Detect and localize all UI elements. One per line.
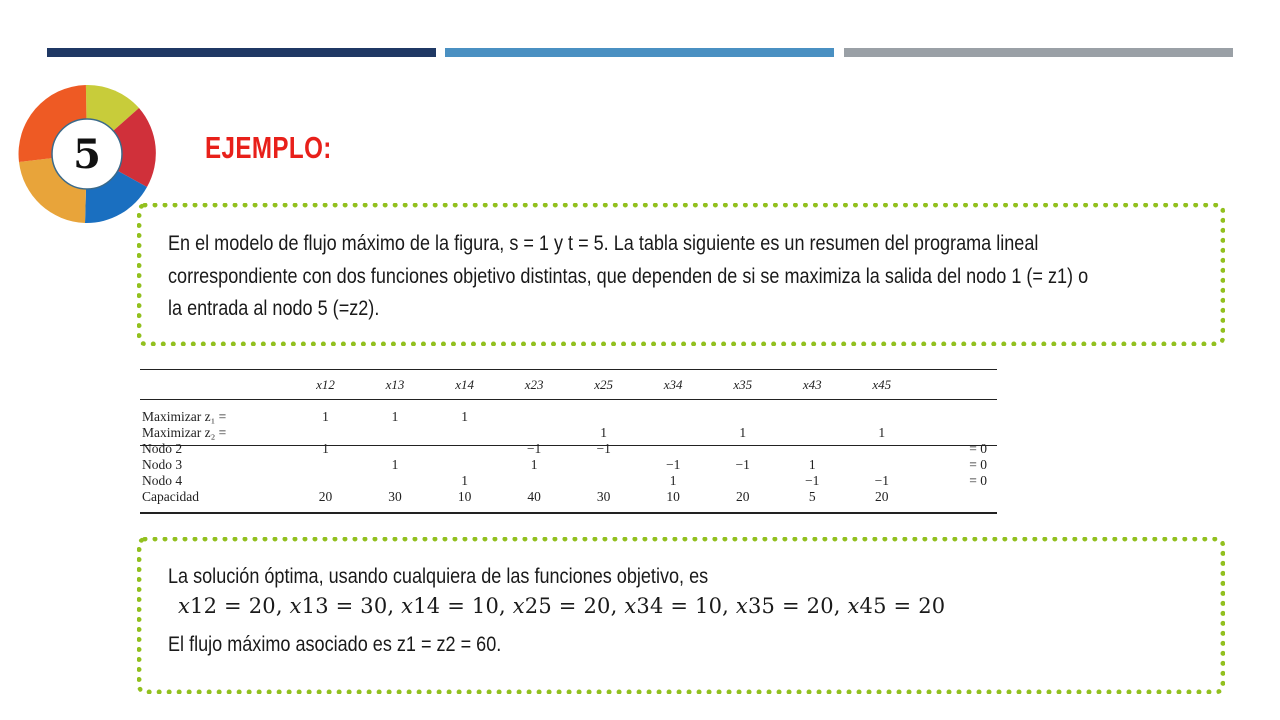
table-cell: 1 (322, 441, 329, 456)
table-cell: 5 (808, 489, 816, 504)
table-cell: −1 (805, 473, 820, 488)
table-cell: 30 (596, 489, 611, 504)
table-cell (360, 441, 430, 457)
table-cell (569, 457, 639, 473)
slide-heading: EJEMPLO: (205, 130, 332, 165)
table-cell: 1 (530, 457, 538, 472)
table-header: x43 (802, 377, 822, 392)
intro-paragraph (168, 228, 1088, 326)
table-cell (777, 441, 847, 457)
row-label: Nodo 2 (142, 441, 183, 456)
table-row (140, 489, 997, 505)
row-label: Maximizar z₂ = (142, 425, 227, 440)
table-cell (499, 409, 569, 425)
intro-line: En el modelo de flujo máximo de la figura, s = 1 y t = 5. La tabla siguiente es un resumen del programa lineal (168, 232, 1039, 255)
table-cell (847, 409, 917, 425)
table-cell (708, 441, 778, 457)
table-cell: −1 (665, 457, 681, 472)
table-cell: 10 (666, 489, 680, 504)
table-cell: 1 (322, 409, 329, 424)
table-cell: 20 (875, 489, 889, 504)
row-label: Maximizar z₁ = (142, 409, 227, 424)
table-cell: 1 (739, 425, 747, 440)
row-rhs: = 0 (969, 441, 987, 456)
row-rhs: = 0 (969, 473, 987, 488)
row-rhs (917, 425, 997, 441)
table-cell (430, 457, 500, 473)
table-cell: −1 (596, 441, 611, 456)
table-cell: −1 (874, 473, 889, 488)
solution-intro: La solución óptima, usando cualquiera de las funciones objetivo, es (168, 565, 709, 588)
row-rhs (917, 409, 997, 425)
table-cell (638, 441, 708, 457)
table-row (140, 425, 997, 441)
table-header: x14 (455, 377, 474, 392)
table-cell: 1 (391, 457, 399, 472)
table-header: x13 (385, 377, 405, 392)
solution-equation: 𝑥12 = 20, 𝑥13 = 30, 𝑥14 = 10, 𝑥25 = 20, 𝑥34 = 10, 𝑥35 = 20, 𝑥45 = 20 (178, 594, 946, 618)
table-header: x12 (316, 377, 335, 392)
intro-line: correspondiente con dos funciones objetivo distintas, que dependen de si se maximiza la salida del nodo 1 (= z1) o (168, 264, 1089, 288)
table-cell: 30 (388, 489, 402, 504)
top-bar-blue (445, 48, 834, 57)
table-header: x25 (594, 377, 614, 392)
table-row (140, 409, 997, 425)
table-cell: 1 (669, 473, 677, 488)
table-cell: 1 (808, 457, 816, 472)
table-header: x34 (663, 377, 683, 392)
table-cell: 20 (318, 489, 333, 504)
table-cell (291, 473, 361, 489)
table-cell (430, 425, 500, 441)
table-cell: −1 (735, 457, 750, 472)
row-label: Nodo 4 (142, 473, 183, 488)
row-rhs: = 0 (969, 457, 987, 472)
table-cell: 40 (527, 489, 541, 504)
table-cell (360, 425, 430, 441)
table-cell: 1 (391, 409, 399, 424)
top-bar-gray (844, 48, 1233, 57)
row-label: Capacidad (142, 489, 199, 504)
table-cell (777, 409, 847, 425)
table-cell (847, 441, 917, 457)
intro-line: la entrada al nodo 5 (=z2). (168, 297, 380, 320)
table-cell (499, 473, 569, 489)
table-header: x23 (524, 377, 544, 392)
table-bottom-rule (140, 512, 997, 514)
solution-conclusion: El flujo máximo asociado es z1 = z2 = 60. (168, 633, 502, 656)
table-cell: 1 (600, 425, 608, 440)
table-cell (430, 441, 500, 457)
table-cell (291, 457, 361, 473)
table-cell (569, 473, 639, 489)
table-cell (777, 425, 847, 441)
table-cell (638, 409, 708, 425)
row-rhs (917, 489, 997, 505)
table-row (140, 457, 997, 473)
table-cell (638, 425, 708, 441)
table-cell: 1 (461, 473, 468, 488)
table-cell (360, 473, 430, 489)
table-cell: −1 (526, 441, 542, 456)
table-row (140, 473, 997, 489)
table-cell (569, 409, 639, 425)
table-header: x35 (733, 377, 753, 392)
table-cell (291, 425, 361, 441)
table-cell (847, 457, 917, 473)
table-cell: 20 (735, 489, 750, 504)
table-header: x45 (872, 377, 892, 392)
table-row (140, 441, 997, 457)
row-label: Nodo 3 (142, 457, 183, 472)
table-cell (708, 409, 778, 425)
table-cell (708, 473, 778, 489)
table-cell: 1 (878, 425, 886, 440)
section-number: 5 (73, 130, 101, 178)
table-cell: 1 (461, 409, 468, 424)
top-bar-navy (47, 48, 436, 57)
table-cell: 10 (457, 489, 472, 504)
table-cell (499, 425, 569, 441)
